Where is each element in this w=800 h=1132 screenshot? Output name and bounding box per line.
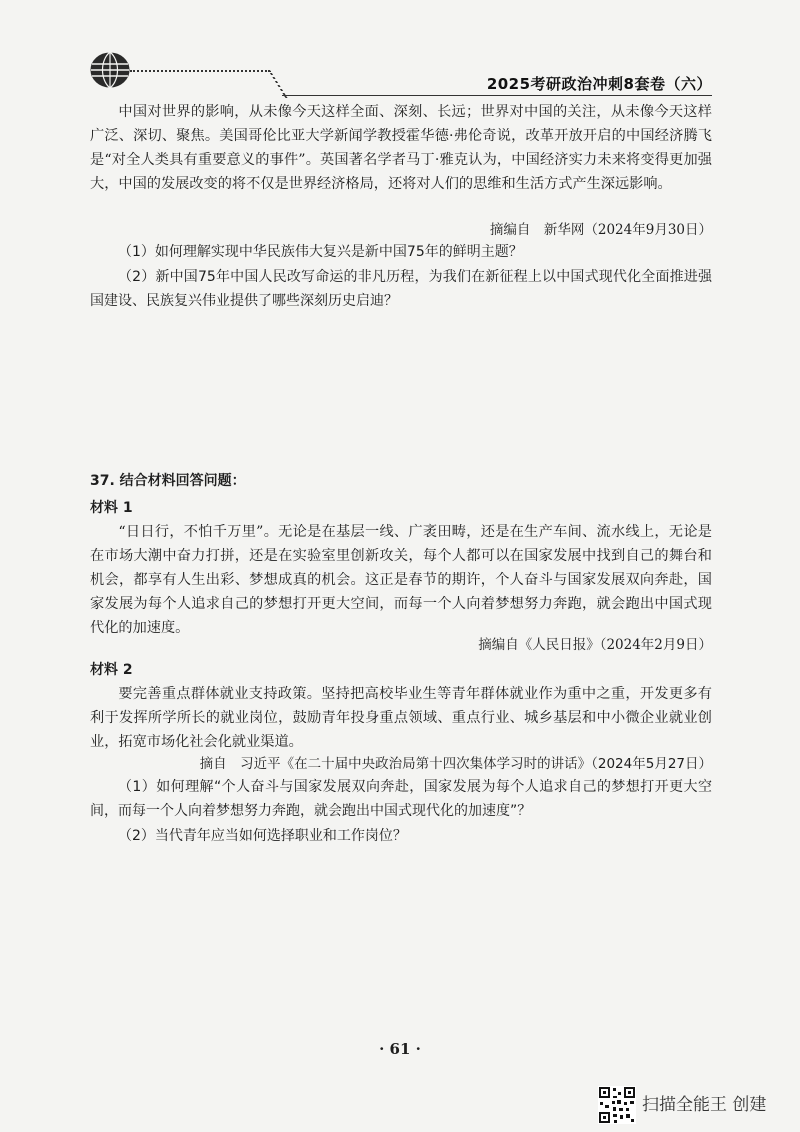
q37-material-1-source: 摘编自《人民日报》（2024年2月9日） [478,637,712,653]
q36-material-paragraph: 中国对世界的影响，从未像今天这样全面、深刻、长远；世界对中国的关注，从未像今天这样广泛、深切、聚焦。美国哥伦比亚大学新闻学教授霍华德·弗伦奇说，改革开放开启的中国经济腾飞是“对全人类具有重要意义的事件”。英国著名学者马丁·雅克认为，中国经济实力未来将变得更加强大，中国的发展改变的将不仅是世界经济格局，还将对人们的思维和生活方式产生深远影响。 [90,104,712,192]
q37-material-1-label: 材料 1 [90,500,133,516]
q36-subquestion-1: （1）如何理解实现中华民族伟大复兴是新中国75年的鲜明主题？ [118,244,523,260]
q37-material-1-text: “日日行，不怕千万里”。无论是在基层一线、广袤田畴，还是在生产车间、流水线上，无论是在市场大潮中奋力打拼，还是在实验室里创新攻关，每个人都可以在国家发展中找到自己的舞台和机会，都享有人生出彩、梦想成真的机会。这正是春节的期许，个人奋斗与国家发展双向奔赴，国家发展为每个人追求自己的梦想打开更大空间，而每一个人向着梦想努力奔跑，就会跑出中国式现代化的加速度。 [90,524,712,636]
qr-code-icon [598,1086,636,1124]
globe-logo-icon [88,50,132,90]
q36-subquestion-2: （2）新中国75年中国人民改写命运的非凡历程，为我们在新征程上以中国式现代化全面推进强国建设、民族复兴伟业提供了哪些深刻历史启迪？ [90,269,712,309]
q37-subquestion-1: （1）如何理解“个人奋斗与国家发展双向奔赴，国家发展为每个人追求自己的梦想打开更大空间，而每一个人向着梦想努力奔跑，就会跑出中国式现代化的加速度”？ [90,779,712,819]
header-title: 2025考研政治冲刺8套卷（六） [486,75,712,93]
q37-material-2-source: 摘自 习近平《在二十届中央政治局第十四次集体学习时的讲话》（2024年5月27日） [199,756,712,772]
q37-material-2-text: 要完善重点群体就业支持政策。坚持把高校毕业生等青年群体就业作为重中之重，开发更多有利于发挥所学所长的就业岗位，鼓励青年投身重点领域、重点行业、城乡基层和中小微企业就业创业，拓宽市场化社会化就业渠道。 [90,686,712,750]
header-rule [282,95,712,96]
q37-subquestion-2: （2）当代青年应当如何选择职业和工作岗位？ [118,828,407,844]
q37-title: 37. 结合材料回答问题： [90,473,246,489]
q36-source: 摘编自 新华网（2024年9月30日） [489,222,712,238]
header-dotted-rule [130,70,270,72]
scanner-watermark-text: 扫描全能王 创建 [642,1095,767,1115]
header-dotted-slant [268,70,289,98]
page-number: · 61 · [379,1040,421,1058]
q37-material-2-label: 材料 2 [90,662,133,678]
